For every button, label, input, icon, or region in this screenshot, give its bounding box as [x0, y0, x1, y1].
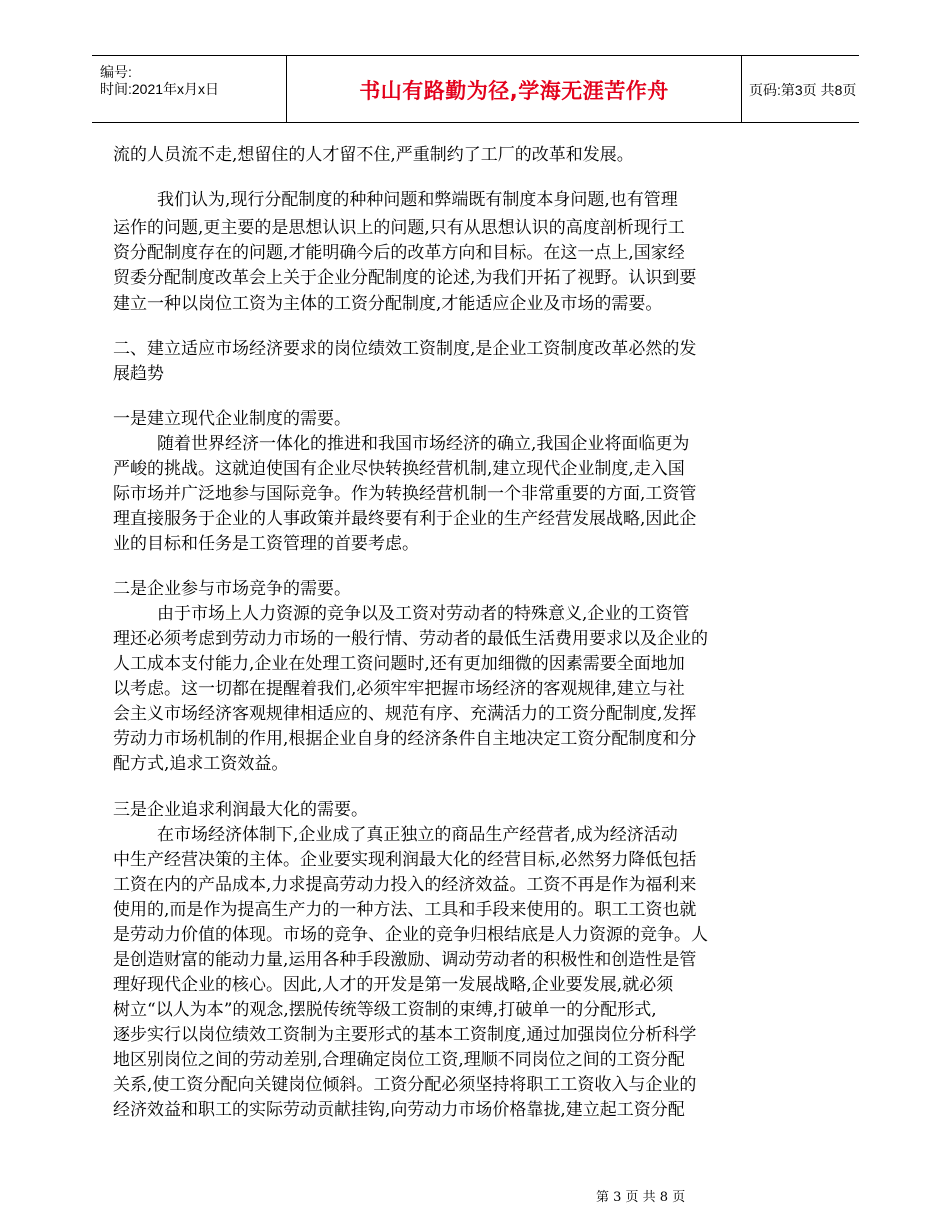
text-line: 使用的,而是作为提高生产力的一种方法、工具和手段来使用的。职工工资也就	[113, 900, 697, 920]
text-line: 理好现代企业的核心。因此,人才的开发是第一发展战略,企业要发展,就必须	[113, 975, 674, 995]
motto: 书山有路勤为径,学海无涯苦作舟	[359, 79, 669, 103]
header-page-cell	[741, 56, 859, 122]
page-label: 页码:第3页 共8页	[749, 82, 857, 98]
text-line: 资分配制度存在的问题,才能明确今后的改革方向和目标。在这一点上,国家经	[113, 243, 685, 263]
text-line: 逐步实行以岗位绩效工资制为主要形式的基本工资制度,通过加强岗位分析科学	[113, 1025, 697, 1045]
text-line: 人工成本支付能力,企业在处理工资问题时,还有更加细微的因素需要全面地加	[113, 654, 685, 674]
text-line: 理还必须考虑到劳动力市场的一般行情、劳动者的最低生活费用要求以及企业的	[113, 629, 708, 649]
text-line: 配方式,追求工资效益。	[113, 754, 289, 774]
text-line: 是劳动力价值的体现。市场的竞争、企业的竞争归根结底是人力资源的竞争。人	[113, 925, 708, 945]
header-motto-cell	[286, 56, 742, 122]
text-line: 关系,使工资分配向关键岗位倾斜。工资分配必须坚持将职工工资收入与企业的	[113, 1075, 697, 1095]
text-line: 在市场经济体制下,企业成了真正独立的商品生产经营者,成为经济活动	[157, 825, 678, 845]
text-line: 随着世界经济一体化的推进和我国市场经济的确立,我国企业将面临更为	[157, 434, 690, 454]
text-line: 树立“以人为本”的观念,摆脱传统等级工资制的束缚,打破单一的分配形式,	[113, 1000, 657, 1020]
subheading: 一是建立现代企业制度的需要。	[113, 409, 351, 429]
number-label: 编号:	[100, 64, 132, 80]
section-heading: 二、建立适应市场经济要求的岗位绩效工资制度,是企业工资制度改革必然的发	[113, 339, 697, 359]
text-line: 会主义市场经济客观规律相适应的、规范有序、充满活力的工资分配制度,发挥	[113, 704, 697, 724]
subheading: 二是企业参与市场竞争的需要。	[113, 579, 351, 599]
text-line: 工资在内的产品成本,力求提高劳动力投入的经济效益。工资不再是作为福利来	[113, 875, 697, 895]
time-label: 时间:2021年x月x日	[100, 81, 220, 97]
text-line: 运作的问题,更主要的是思想认识上的问题,只有从思想认识的高度剖析现行工	[113, 218, 685, 238]
text-line: 贸委分配制度改革会上关于企业分配制度的论述,为我们开拓了视野。认识到要	[113, 268, 697, 288]
text-line: 建立一种以岗位工资为主体的工资分配制度,才能适应企业及市场的需要。	[113, 294, 663, 314]
page-header	[92, 55, 859, 123]
header-info-cell	[92, 56, 286, 122]
text-line: 流的人员流不走,想留住的人才留不住,严重制约了工厂的改革和发展。	[113, 145, 634, 165]
text-line: 业的目标和任务是工资管理的首要考虑。	[113, 534, 419, 554]
page-footer: 第 3 页 共 8 页	[596, 1190, 686, 1205]
text-line: 由于市场上人力资源的竞争以及工资对劳动者的特殊意义,企业的工资管	[157, 604, 690, 624]
text-line: 经济效益和职工的实际劳动贡献挂钩,向劳动力市场价格靠拢,建立起工资分配	[113, 1100, 685, 1120]
text-line: 我们认为,现行分配制度的种种问题和弊端既有制度本身问题,也有管理	[157, 190, 678, 210]
text-line: 劳动力市场机制的作用,根据企业自身的经济条件自主地决定工资分配制度和分	[113, 729, 697, 749]
text-line: 以考虑。这一切都在提醒着我们,必须牢牢把握市场经济的客观规律,建立与社	[113, 679, 685, 699]
section-heading: 展趋势	[113, 364, 164, 384]
text-line: 严峻的挑战。这就迫使国有企业尽快转换经营机制,建立现代企业制度,走入国	[113, 459, 685, 479]
text-line: 际市场并广泛地参与国际竞争。作为转换经营机制一个非常重要的方面,工资管	[113, 484, 697, 504]
text-line: 地区别岗位之间的劳动差别,合理确定岗位工资,理顺不同岗位之间的工资分配	[113, 1050, 685, 1070]
text-line: 理直接服务于企业的人事政策并最终要有利于企业的生产经营发展战略,因此企	[113, 509, 697, 529]
text-line: 中生产经营决策的主体。企业要实现利润最大化的经营目标,必然努力降低包括	[113, 850, 697, 870]
text-line: 是创造财富的能动力量,运用各种手段激励、调动劳动者的积极性和创造性是管	[113, 950, 697, 970]
subheading: 三是企业追求利润最大化的需要。	[113, 800, 368, 820]
